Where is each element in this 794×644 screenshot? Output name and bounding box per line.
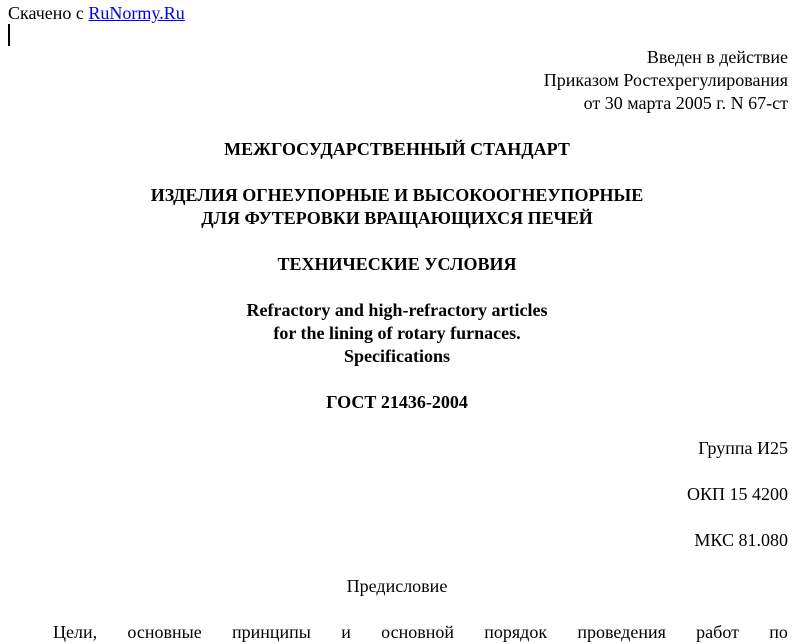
classification-group: Группа И25 — [698, 438, 788, 458]
enactment-line-3: от 30 марта 2005 г. N 67-ст — [583, 93, 788, 113]
gost-number: ГОСТ 21436-2004 — [326, 392, 468, 412]
source-prefix: Скачено с — [8, 3, 84, 23]
classification-okp: ОКП 15 4200 — [686, 484, 788, 504]
runormy-link[interactable]: RuNormy.Ru — [88, 3, 185, 23]
preface-paragraph — [53, 621, 788, 644]
document-subtitle: ТЕХНИЧЕСКИЕ УСЛОВИЯ — [277, 254, 517, 274]
document-title-line-1: ИЗДЕЛИЯ ОГНЕУПОРНЫЕ И ВЫСОКООГНЕУПОРНЫЕ — [150, 185, 644, 205]
english-title-line-1: Refractory and high-refractory articles — [246, 300, 548, 320]
body-word: работ — [696, 622, 739, 642]
source-line — [8, 2, 185, 25]
english-title — [0, 299, 794, 368]
body-word: и — [341, 622, 351, 642]
body-word: Цели, — [53, 622, 98, 642]
preface-heading: Предисловие — [346, 576, 448, 596]
document-title-line-2: ДЛЯ ФУТЕРОВКИ ВРАЩАЮЩИХСЯ ПЕЧЕЙ — [201, 208, 593, 228]
enactment-line-1: Введен в действие — [646, 47, 788, 67]
enactment-line-2: Приказом Ростехрегулирования — [543, 70, 788, 90]
body-word: проведения — [577, 622, 666, 642]
classification-mks: МКС 81.080 — [694, 530, 788, 550]
body-word: принципы — [232, 622, 311, 642]
english-title-line-2: for the lining of rotary furnaces. — [273, 323, 521, 343]
standard-type-heading: МЕЖГОСУДАРСТВЕННЫЙ СТАНДАРТ — [224, 139, 570, 159]
document-title — [0, 184, 794, 230]
body-word: основные — [127, 622, 202, 642]
enactment-note — [544, 46, 788, 115]
body-word: по — [769, 622, 788, 642]
body-word: основной — [381, 622, 454, 642]
text-cursor — [8, 24, 10, 46]
english-title-line-3: Specifications — [344, 346, 450, 366]
body-word: порядок — [484, 622, 548, 642]
